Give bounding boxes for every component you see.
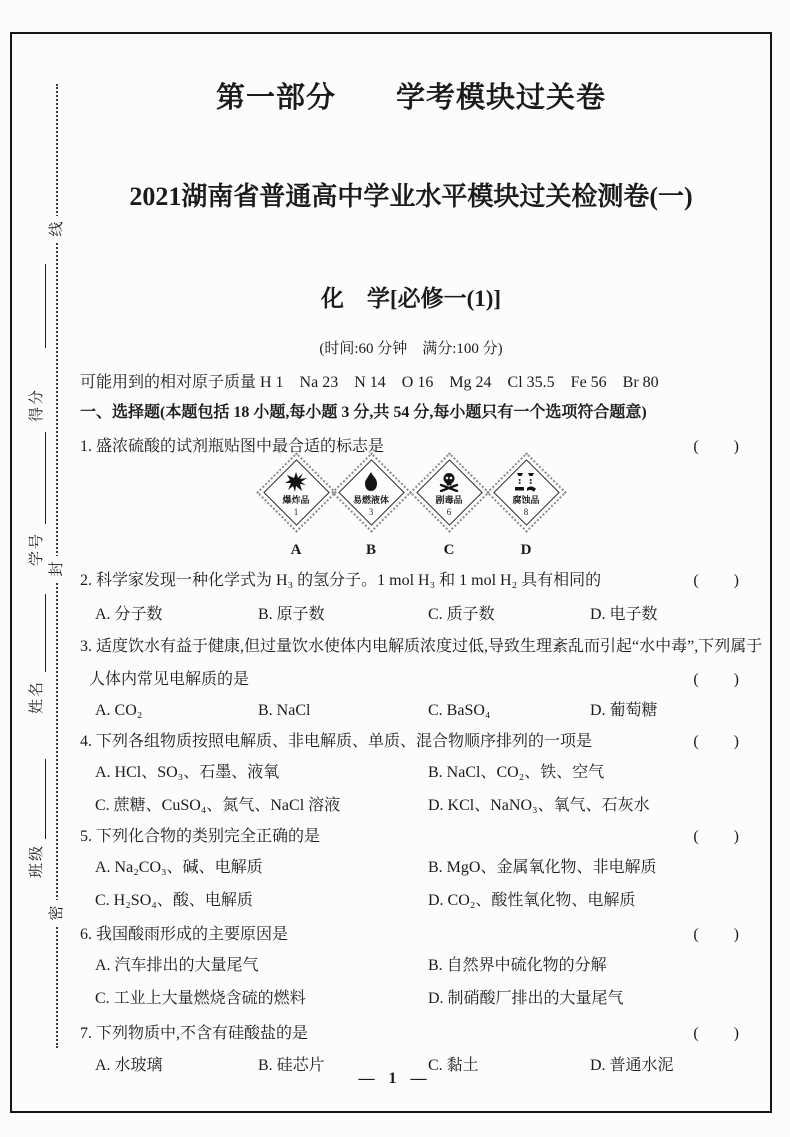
time-score-line: (时间:60 分钟 满分:100 分) (319, 341, 503, 357)
student-name-field (22, 594, 46, 714)
question-4 (80, 731, 772, 753)
option-b: B. 硅芯片 (258, 1057, 325, 1074)
hazard-sign-a (263, 460, 329, 560)
sign-number: 3 (368, 507, 374, 517)
question-number: 4. (80, 733, 92, 750)
question-text: 下列化合物的类别完全正确的是 (96, 828, 321, 845)
answer-bracket: ( ) (693, 671, 740, 688)
sign-name: 腐蚀品 (512, 495, 540, 505)
sign-name: 易燃液体 (352, 495, 389, 505)
question-3 (80, 636, 772, 658)
question-number: 6. (80, 926, 92, 943)
score-field-label: 得分 (29, 387, 45, 422)
option-c: C. 蔗糖、CuSO₄、氮气、NaCl 溶液 (95, 797, 341, 814)
sign-letter: D (520, 542, 532, 558)
question-text: 适度饮水有益于健康,但过量饮水使体内电解质浓度过低,导致生理紊乱而引起“水中毒”,下列属于 (96, 638, 763, 655)
score-field (22, 264, 46, 422)
options-row (80, 890, 772, 912)
question-text: 盛浓硫酸的试剂瓶贴图中最合适的标志是 (96, 438, 385, 455)
question-number: 7. (80, 1025, 92, 1042)
sign-number: 8 (523, 507, 529, 517)
option-c: C. H₂SO₄、酸、电解质 (95, 892, 253, 909)
seal-char-feng: 封 (44, 556, 70, 582)
question-number: 1. (80, 438, 92, 455)
sign-name: 爆炸品 (282, 495, 310, 505)
part-title: 第一部分 学考模块过关卷 (215, 82, 606, 114)
question-text: 人体内常见电解质的是 (89, 671, 250, 688)
option-b: B. NaCl (258, 702, 311, 719)
option-a: A. HCl、SO₃、石墨、液氧 (95, 764, 280, 781)
option-a: A. 水玻璃 (95, 1057, 163, 1074)
question-text: 我国酸雨形成的主要原因是 (96, 926, 289, 943)
question-6 (80, 924, 772, 946)
hazard-sign-b (338, 460, 404, 560)
options-row (80, 857, 772, 879)
class-blank-line (30, 759, 46, 839)
option-d: D. KCl、NaNO₃、氧气、石灰水 (428, 797, 650, 814)
sign-name: 剧毒品 (435, 495, 463, 505)
answer-bracket: ( ) (693, 733, 740, 750)
question-1 (80, 436, 772, 458)
flame-icon (360, 472, 382, 492)
option-a: A. Na₂CO₃、碱、电解质 (95, 859, 263, 876)
option-d: D. CO₂、酸性氧化物、电解质 (428, 892, 636, 909)
question-number: 5. (80, 828, 92, 845)
student-name-field-label: 姓名 (29, 679, 45, 714)
seal-char-mi: 密 (44, 900, 70, 926)
options-row (80, 604, 772, 626)
option-a: A. 分子数 (95, 606, 163, 623)
options-row (80, 988, 772, 1010)
student-id-field (22, 432, 46, 566)
class-field-label: 班级 (29, 843, 45, 878)
answer-bracket: ( ) (693, 572, 740, 589)
option-a: A. CO₂ (95, 702, 143, 719)
options-row (80, 700, 772, 722)
option-c: C. BaSO₄ (428, 702, 491, 719)
options-row (80, 795, 772, 817)
student-name-blank-line (30, 594, 46, 672)
option-b: B. MgO、金属氧化物、非电解质 (428, 859, 657, 876)
question-text: 科学家发现一种化学式为 H₃ 的氢分子。1 mol H₃ 和 1 mol H₂ 具有相同的 (96, 572, 602, 589)
page-number: — 1 — (358, 1070, 432, 1087)
answer-bracket: ( ) (693, 828, 740, 845)
explosion-icon (285, 472, 307, 492)
section-header: 一、选择题(本题包括 18 小题,每小题 3 分,共 54 分,每小题只有一个选项符合题意) (80, 404, 647, 421)
option-d: D. 制硝酸厂排出的大量尾气 (428, 990, 624, 1007)
option-b: B. NaCl、CO₂、铁、空气 (428, 764, 605, 781)
question-number: 2. (80, 572, 92, 589)
answer-bracket: ( ) (693, 926, 740, 943)
corrosion-icon (515, 472, 537, 492)
sign-letter: A (290, 542, 302, 558)
question-number: 3. (80, 638, 92, 655)
option-c: C. 工业上大量燃烧含硫的燃料 (95, 990, 306, 1007)
question-7 (80, 1023, 772, 1045)
question-5 (80, 826, 772, 848)
option-b: B. 自然界中硫化物的分解 (428, 957, 607, 974)
sign-number: 1 (293, 507, 299, 517)
options-row (80, 762, 772, 784)
option-c: C. 黏土 (428, 1057, 479, 1074)
question-text: 下列物质中,不含有硅酸盐的是 (96, 1025, 309, 1042)
sign-number: 6 (446, 507, 452, 517)
sign-letter: C (443, 542, 455, 558)
option-d: D. 电子数 (590, 606, 658, 623)
answer-bracket: ( ) (693, 438, 740, 455)
hazard-signs-row (80, 460, 772, 562)
option-c: C. 质子数 (428, 606, 495, 623)
exam-title: 2021湖南省普通高中学业水平模块过关检测卷(一) (129, 182, 693, 211)
class-field (22, 759, 46, 878)
answer-bracket: ( ) (693, 1025, 740, 1042)
option-d: D. 葡萄糖 (590, 702, 658, 719)
score-blank-line (30, 264, 46, 348)
sign-letter: B (365, 542, 376, 558)
option-a: A. 汽车排出的大量尾气 (95, 957, 259, 974)
hazard-sign-c (416, 460, 482, 560)
question-3-line-2 (80, 669, 772, 691)
student-id-field-label: 学号 (29, 531, 45, 566)
seal-char-line: 线 (44, 216, 70, 242)
question-2 (80, 570, 772, 592)
subject-title: 化 学[必修一(1)] (320, 286, 502, 311)
student-id-blank-line (30, 432, 46, 524)
atomic-masses-line: 可能用到的相对原子质量 H 1 Na 23 N 14 O 16 Mg 24 Cl 35.5 Fe 56 Br 80 (80, 374, 659, 391)
question-text: 下列各组物质按照电解质、非电解质、单质、混合物顺序排列的一项是 (96, 733, 593, 750)
hazard-sign-d (493, 460, 559, 560)
options-row (80, 955, 772, 977)
skull-icon (438, 472, 460, 492)
option-d: D. 普通水泥 (590, 1057, 674, 1074)
option-b: B. 原子数 (258, 606, 325, 623)
